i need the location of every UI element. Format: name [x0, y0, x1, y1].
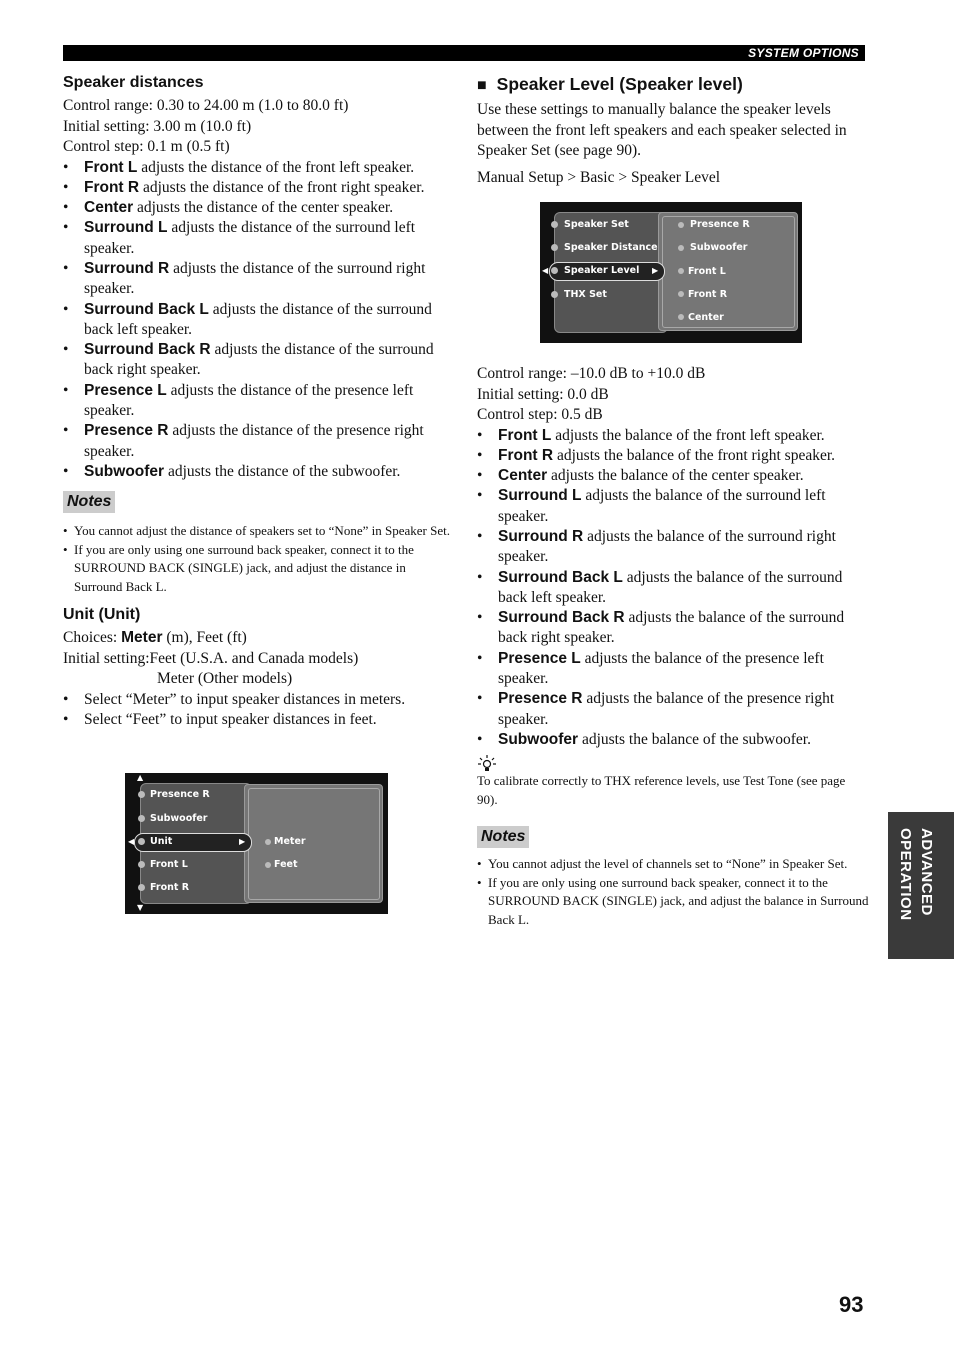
menu-dot	[138, 791, 145, 798]
menu-item: Front R	[150, 882, 190, 893]
option-item: Presence R	[690, 219, 750, 230]
list-item: • Surround Back L adjusts the balance of the surround back left speaker.	[477, 568, 869, 609]
menu-dot	[138, 815, 145, 822]
section-title: SYSTEM OPTIONS	[748, 46, 859, 60]
distances-heading: Speaker distances	[63, 74, 204, 91]
list-item: • Presence R adjusts the balance of the presence right speaker.	[477, 689, 869, 730]
lightbulb-icon	[477, 754, 497, 772]
option-dot	[678, 268, 684, 274]
unit-initial: Initial setting:Feet (U.S.A. and Canada models)	[63, 649, 359, 667]
notes-list	[477, 855, 869, 929]
level-list	[477, 426, 869, 751]
unit-heading: Unit (Unit)	[63, 606, 141, 624]
menu-item: Front L	[150, 859, 188, 870]
scroll-up-arrow: ▲	[137, 773, 144, 782]
list-item: • Center adjusts the distance of the center speaker.	[63, 198, 455, 218]
left-arrow: ◀	[542, 266, 549, 275]
menu-dot	[551, 291, 558, 298]
distances-range: Control range: 0.30 to 24.00 m (1.0 to 80.0 ft)	[63, 97, 349, 114]
unit-choices: Choices: Meter (m), Feet (ft)	[63, 629, 247, 647]
list-item: • Surround R adjusts the distance of the surround right speaker.	[63, 259, 455, 300]
menu-item-selected: Speaker Level	[564, 265, 640, 276]
menu-dot	[138, 838, 145, 845]
menu-dot	[138, 861, 145, 868]
menu-item: Subwoofer	[150, 813, 208, 824]
list-item: • Surround L adjusts the distance of the surround left speaker.	[63, 218, 455, 259]
tip-text: To calibrate correctly to THX reference levels, use Test Tone (see page 90).	[477, 773, 846, 807]
unit-list	[63, 690, 455, 731]
list-item: • You cannot adjust the level of channels set to “None” in Speaker Set.	[477, 855, 869, 874]
left-arrow: ◀	[128, 837, 135, 846]
list-item: • Select “Meter” to input speaker distances in meters.	[63, 690, 455, 710]
unit-initial-other: Meter (Other models)	[157, 670, 293, 688]
option-item: Front L	[688, 266, 726, 277]
list-item: • Select “Feet” to input speaker distances in feet.	[63, 710, 455, 730]
menu-item: Speaker Distance	[564, 242, 658, 253]
list-item: • Surround L adjusts the balance of the surround left speaker.	[477, 486, 869, 527]
level-range: Control range: –10.0 dB to +10.0 dB	[477, 365, 706, 382]
list-item: • Front L adjusts the balance of the front left speaker.	[477, 426, 869, 446]
level-initial: Initial setting: 0.0 dB	[477, 385, 609, 403]
menu-dot	[551, 267, 558, 274]
menu-dot	[551, 244, 558, 251]
distances-list	[63, 158, 455, 483]
menu-item: Presence R	[150, 789, 210, 800]
list-item: • You cannot adjust the distance of speakers set to “None” in Speaker Set.	[63, 522, 455, 541]
list-item: • Presence R adjusts the distance of the presence right speaker.	[63, 421, 455, 462]
list-item: • Presence L adjusts the balance of the presence left speaker.	[477, 649, 869, 690]
option-item: Front R	[688, 289, 728, 300]
right-arrow: ▶	[239, 837, 246, 846]
right-arrow: ▶	[652, 266, 659, 275]
level-path: Manual Setup > Basic > Speaker Level	[477, 168, 721, 186]
notes-list	[63, 522, 455, 596]
menu-item-selected: Unit	[150, 836, 173, 847]
list-item: • Presence L adjusts the distance of the presence left speaker.	[63, 381, 455, 422]
option-dot	[678, 291, 684, 297]
menu-item: THX Set	[564, 289, 607, 300]
side-tab-line2: OPERATION	[897, 828, 914, 921]
option-dot	[678, 222, 684, 228]
speaker-level-osd-screen	[540, 202, 802, 343]
list-item: • If you are only using one surround back speaker, connect it to the SURROUND BACK (SINGLE) jack, and adjust the distance in Surround Back L.	[63, 541, 455, 597]
list-item: • Surround Back R adjusts the balance of the surround back right speaker.	[477, 608, 869, 649]
option-item: Feet	[274, 859, 298, 870]
page-number: 93	[839, 1292, 864, 1317]
option-item: Subwoofer	[690, 242, 748, 253]
notes-label: Notes	[477, 826, 529, 848]
header-bar	[63, 45, 865, 61]
notes-label: Notes	[63, 491, 115, 513]
list-item: • Surround Back L adjusts the distance of the surround back left speaker.	[63, 300, 455, 341]
scroll-down-arrow: ▼	[137, 903, 144, 912]
list-item: • Front L adjusts the distance of the front left speaker.	[63, 158, 455, 178]
list-item: • Subwoofer adjusts the balance of the subwoofer.	[477, 730, 869, 750]
level-intro: Use these settings to manually balance the speaker levels between the front left speakers and each speaker selected in Speaker Set (see page 90).	[477, 101, 847, 159]
option-item: Meter	[274, 836, 306, 847]
list-item: • Front R adjusts the balance of the front right speaker.	[477, 446, 869, 466]
list-item: • If you are only using one surround back speaker, connect it to the SURROUND BACK (SINGLE) jack, and adjust the balance in Surround Back L.	[477, 874, 869, 930]
list-item: • Surround Back R adjusts the distance of the surround back right speaker.	[63, 340, 455, 381]
list-item: • Center adjusts the balance of the center speaker.	[477, 466, 869, 486]
option-dot	[265, 839, 271, 845]
distances-step: Control step: 0.1 m (0.5 ft)	[63, 138, 230, 155]
list-item: • Surround R adjusts the balance of the surround right speaker.	[477, 527, 869, 568]
side-tab-line1: ADVANCED	[918, 828, 935, 916]
level-heading: ■ Speaker Level (Speaker level)	[477, 74, 743, 94]
list-item: • Subwoofer adjusts the distance of the subwoofer.	[63, 462, 455, 482]
left-column	[63, 72, 455, 730]
option-dot	[265, 862, 271, 868]
option-item: Center	[688, 312, 724, 323]
side-tab	[888, 812, 954, 959]
right-column	[477, 72, 869, 929]
distances-initial: Initial setting: 3.00 m (10.0 ft)	[63, 117, 252, 135]
menu-item: Speaker Set	[564, 219, 629, 230]
level-step: Control step: 0.5 dB	[477, 406, 603, 423]
option-dot	[678, 245, 684, 251]
menu-dot	[138, 884, 145, 891]
list-item: • Front R adjusts the distance of the front right speaker.	[63, 178, 455, 198]
unit-osd-screen	[125, 773, 388, 914]
option-dot	[678, 314, 684, 320]
menu-dot	[551, 221, 558, 228]
